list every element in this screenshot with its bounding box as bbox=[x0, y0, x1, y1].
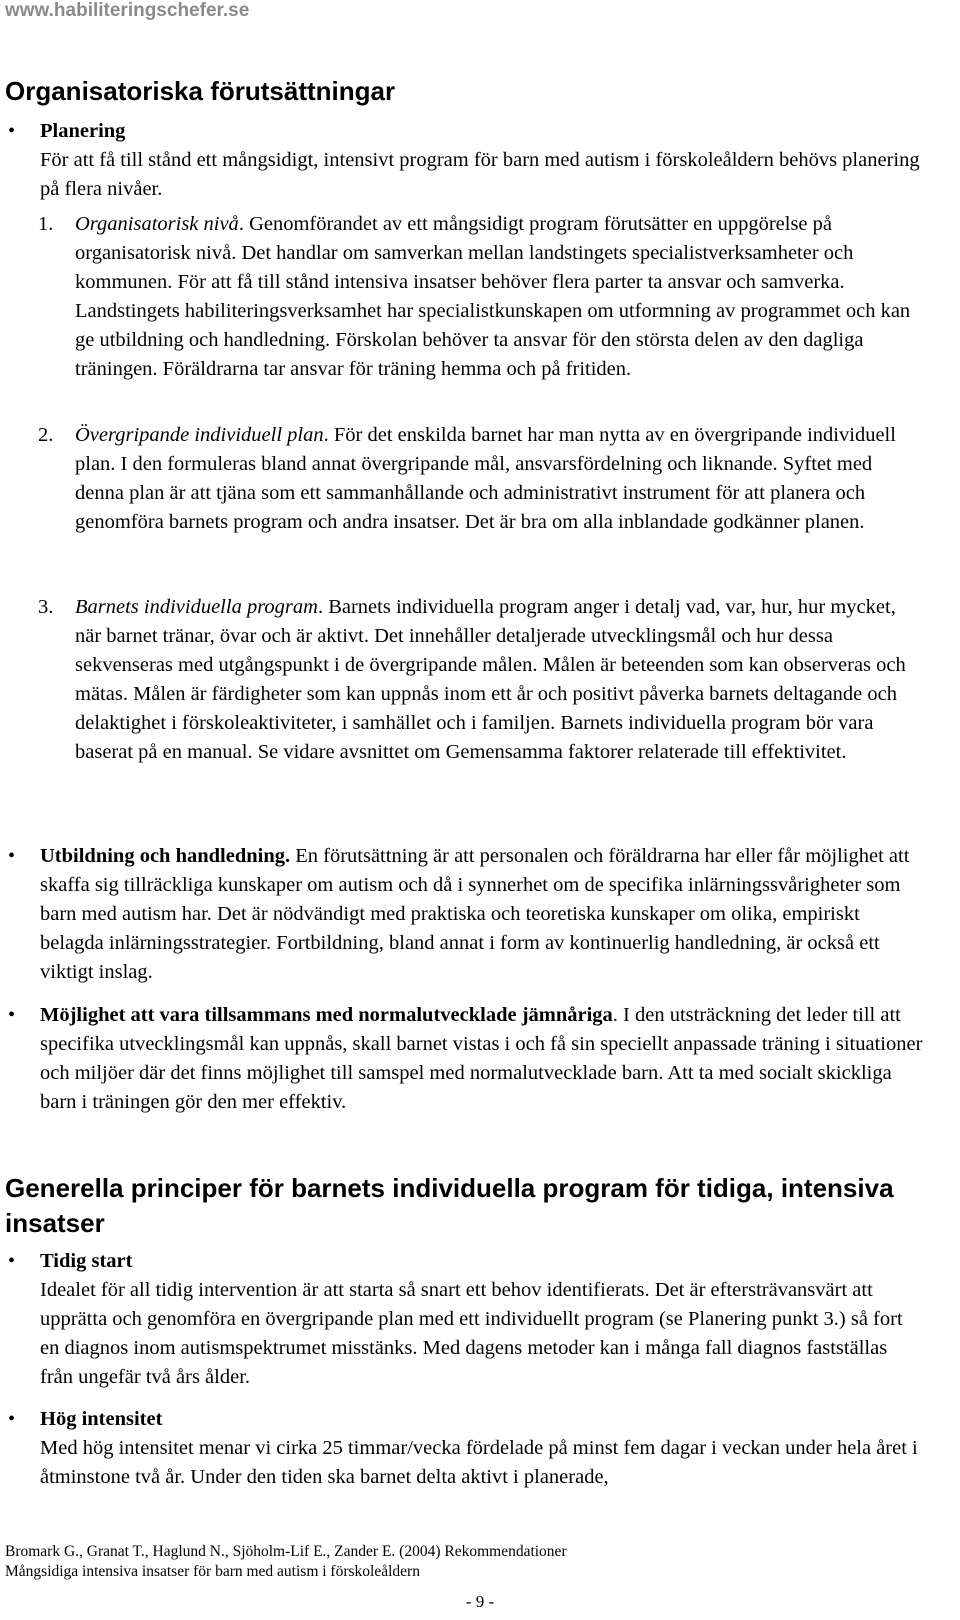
bullet-text-utbildning: En förutsättning är att personalen och föräldrarna har eller får möjlighet att skaffa sig tillräckliga kunskaper om autism och då i synnerhet om de specifika inlärningssvårigheter som barn med autism har. Det är nödvändigt med praktiska och teoretiska kunskaper om olika, empiriskt belagda inlärningsstrategier. Fortbildning, bland annat i form av kontinuerlig handledning, är också ett viktigt inslag. bbox=[40, 845, 910, 983]
bullet-heading-mojlighet: Möjlighet att vara tillsammans med normalutvecklade jämnåriga bbox=[40, 1004, 613, 1026]
footer-citation: Bromark G., Granat T., Haglund N., Sjöholm-Lif E., Zander E. (2004) Rekommendationer bbox=[5, 1543, 567, 1560]
bullet-tidig-start bbox=[5, 1247, 925, 1392]
list-number: 3. bbox=[38, 596, 54, 618]
section-title-organisatoriska: Organisatoriska förutsättningar bbox=[5, 76, 396, 106]
list-item-text: . Barnets individuella program anger i detalj vad, var, hur, hur mycket, när barnet tränar, övar och är aktivt. Det innehåller detaljerade utvecklingsmål och hur dessa sekvenseras med utgångspunkt i de övergripande målen. Målen är beteenden som kan observeras och mätas. Målen är färdigheter som kan uppnås inom ett år och positivt påverka barnets deltagande och delaktighet i förskoleaktiviteter, i samhället och i familjen. Barnets individuella program bör vara baserat på en manual. Se vidare avsnittet om Gemensamma faktorer relaterade till effektivitet. bbox=[75, 596, 906, 763]
bullet-heading-utbildning: Utbildning och handledning. bbox=[40, 845, 291, 867]
page-number: - 9 - bbox=[465, 1592, 495, 1611]
bullet-text-planering: För att få till stånd ett mångsidigt, intensivt program för barn med autism i förskoleåldern behövs planering på flera nivåer. bbox=[40, 149, 920, 200]
list-item-text: . För det enskilda barnet har man nytta av en övergripande individuell plan. I den formuleras bland annat övergripande mål, ansvarsfördelning och liknande. Syftet med denna plan är att tjäna som ett sammanhållande och administrativt instrument för att planera och genomföra barnets program och andra insatser. Det är bra om alla inblandade godkänner planen. bbox=[75, 424, 896, 533]
list-item-text: . Genomförandet av ett mångsidigt program förutsätter en uppgörelse på organisatorisk nivå. Det handlar om samverkan mellan landstingets specialistverksamheter och kommunen. För att få till stånd intensiva insatser behöver flera parter ta ansvar och samverka. Landstingets habiliteringsverksamhet har specialistkunskapen om utformning av programmet och kan ge utbildning och handledning. Förskolan behöver ta ansvar för den största delen av den dagliga träningen. Föräldrarna tar ansvar för träning hemma och på fritiden. bbox=[75, 213, 911, 380]
bullet-text-mojlighet: . I den utsträckning det leder till att specifika utvecklingsmål kan uppnås, skall barnet vistas i och få sin speciellt anpassade träning i situationer och miljöer där det finns möjlighet till samspel med normalutvecklade barn. Att ta med socialt skickliga barn i träningen gör den mer effektiv. bbox=[40, 1004, 923, 1113]
section-title-generella: Generella principer för barnets individuella program för tidiga, intensiva insatser bbox=[5, 1173, 894, 1238]
list-item-2 bbox=[35, 421, 925, 537]
list-item-1 bbox=[35, 210, 925, 384]
list-item-lead: Barnets individuella program bbox=[75, 596, 318, 618]
bullet-heading-planering: Planering bbox=[40, 120, 126, 142]
bullet-dot-icon: • bbox=[8, 845, 16, 867]
bullet-dot-icon: • bbox=[8, 1250, 16, 1272]
list-number: 1. bbox=[38, 213, 54, 235]
bullet-mojlighet bbox=[5, 1001, 925, 1117]
bullet-dot-icon: • bbox=[8, 120, 16, 142]
list-number: 2. bbox=[38, 424, 54, 446]
bullet-text-tidig-start: Idealet för all tidig intervention är att starta så snart ett behov identifierats. Det är eftersträvansvärt att upprätta och genomföra en övergripande plan med ett individuellt program (se Planering punkt 3.) så fort en diagnos inom autismspektrumet misstänks. Med dagens metoder kan i många fall diagnos fastställas från ungefär två års ålder. bbox=[40, 1279, 903, 1388]
bullet-text-hog-intensitet: Med hög intensitet menar vi cirka 25 timmar/vecka fördelade på minst fem dagar i veckan under hela året i åtminstone två år. Under den tiden ska barnet delta aktivt i planerade, bbox=[40, 1437, 918, 1488]
bullet-dot-icon: • bbox=[8, 1004, 16, 1026]
site-watermark: www.habiliteringschefer.se bbox=[5, 0, 250, 21]
bullet-heading-hog-intensitet: Hög intensitet bbox=[40, 1408, 163, 1430]
bullet-hog-intensitet bbox=[5, 1405, 925, 1492]
bullet-planering bbox=[5, 117, 925, 204]
bullet-heading-tidig-start: Tidig start bbox=[40, 1250, 133, 1272]
list-item-lead: Organisatorisk nivå bbox=[75, 213, 239, 235]
bullet-utbildning bbox=[5, 842, 925, 987]
list-item-lead: Övergripande individuell plan bbox=[75, 424, 324, 446]
bullet-dot-icon: • bbox=[8, 1408, 16, 1430]
list-item-3 bbox=[35, 593, 925, 767]
footer-subtitle: Mångsidiga intensiva insatser för barn med autism i förskoleåldern bbox=[5, 1563, 420, 1580]
